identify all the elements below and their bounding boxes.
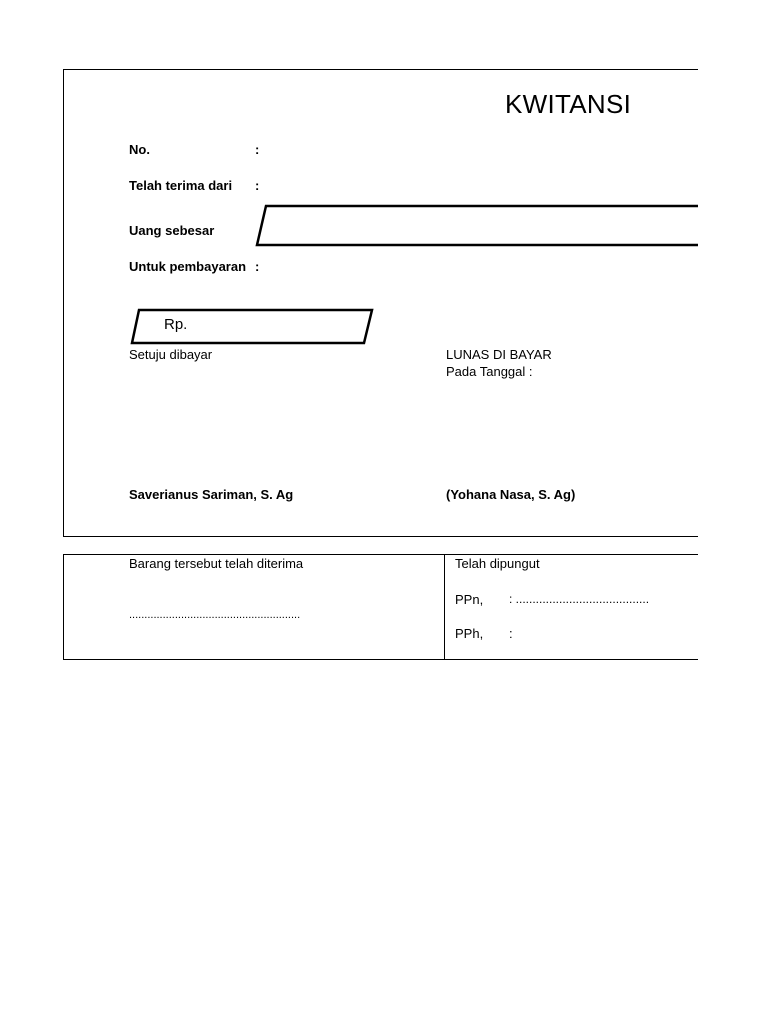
paid-label: LUNAS DI BAYAR xyxy=(446,347,552,362)
date-label: Pada Tanggal : xyxy=(446,364,533,379)
approver-name: Saverianus Sariman, S. Ag xyxy=(129,487,294,502)
tax-collected-label: Telah dipungut xyxy=(455,556,540,571)
ppn-value: : ........................................ xyxy=(509,592,650,606)
received-from-colon: : xyxy=(255,178,260,193)
approved-label: Setuju dibayar xyxy=(129,347,213,362)
currency-label: Rp. xyxy=(164,316,188,333)
received-from-label: Telah terima dari xyxy=(129,178,233,193)
payee-name: (Yohana Nasa, S. Ag) xyxy=(446,487,576,502)
receipt-title: KWITANSI xyxy=(505,89,632,119)
payment-for-label: Untuk pembayaran xyxy=(129,259,247,274)
no-colon: : xyxy=(255,142,260,157)
amount-label: Uang sebesar xyxy=(129,223,215,238)
amount-in-words-box xyxy=(255,203,700,249)
receipt-frame xyxy=(63,69,698,537)
goods-signature-line: ........................................................ xyxy=(129,609,301,621)
pph-value: : xyxy=(509,626,513,641)
ppn-label: PPn, xyxy=(455,592,484,607)
no-label: No. xyxy=(129,142,150,157)
pph-label: PPh, xyxy=(455,626,484,641)
lower-divider xyxy=(444,554,445,660)
goods-received-label: Barang tersebut telah diterima xyxy=(129,556,304,571)
payment-for-colon: : xyxy=(255,259,260,274)
